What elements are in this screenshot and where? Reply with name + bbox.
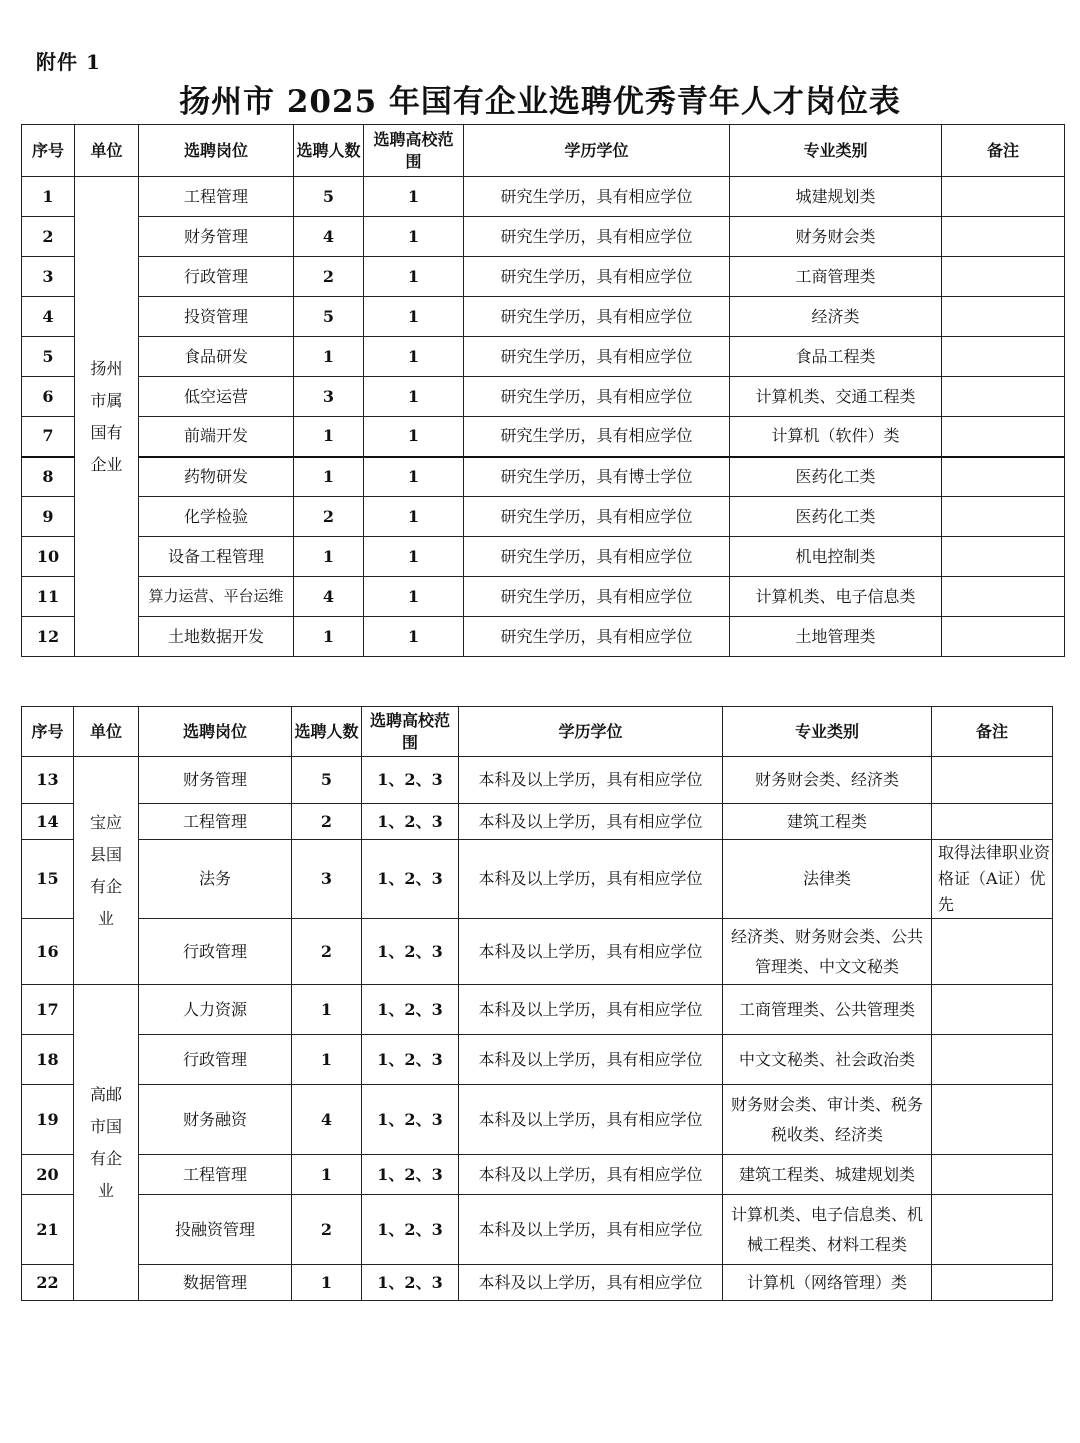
table-row [22, 257, 1065, 297]
row-education: 本科及以上学历，具有相应学位 [459, 985, 723, 1035]
row-major: 计算机类、电子信息类、机械工程类、材料工程类 [723, 1195, 932, 1265]
table-row [22, 1265, 1053, 1301]
row-scope: 1 [364, 617, 464, 657]
row-education: 研究生学历，具有相应学位 [464, 417, 730, 457]
row-count: 1 [292, 985, 362, 1035]
row-major: 土地管理类 [730, 617, 942, 657]
row-education: 本科及以上学历，具有相应学位 [459, 1265, 723, 1301]
header-school-scope: 选聘高校范围 [364, 125, 464, 177]
row-major: 计算机类、电子信息类 [730, 577, 942, 617]
row-remarks [942, 537, 1065, 577]
row-education: 研究生学历，具有相应学位 [464, 257, 730, 297]
row-position: 前端开发 [139, 417, 294, 457]
row-scope: 1 [364, 537, 464, 577]
header-position: 选聘岗位 [139, 707, 292, 757]
row-major: 城建规划类 [730, 177, 942, 217]
header-education: 学历学位 [459, 707, 723, 757]
row-scope: 1 [364, 417, 464, 457]
row-position: 食品研发 [139, 337, 294, 377]
row-seq: 14 [22, 804, 74, 840]
row-position: 投资管理 [139, 297, 294, 337]
row-remarks [942, 177, 1065, 217]
header-remarks: 备注 [942, 125, 1065, 177]
table-row [22, 757, 1053, 804]
row-remarks [942, 217, 1065, 257]
header-unit: 单位 [74, 707, 139, 757]
header-unit: 单位 [75, 125, 139, 177]
header-school-scope: 选聘高校范围 [362, 707, 459, 757]
row-major: 机电控制类 [730, 537, 942, 577]
row-major: 财务财会类、审计类、税务税收类、经济类 [723, 1085, 932, 1155]
row-remarks [942, 257, 1065, 297]
attachment-label: 附件 1 [36, 50, 101, 74]
row-scope: 1 [364, 377, 464, 417]
row-remarks [942, 457, 1065, 497]
row-seq: 20 [22, 1155, 74, 1195]
row-scope: 1 [364, 297, 464, 337]
row-scope: 1、2、3 [362, 804, 459, 840]
row-remarks [932, 1195, 1053, 1265]
row-position: 化学检验 [139, 497, 294, 537]
header-count: 选聘人数 [292, 707, 362, 757]
row-remarks [932, 985, 1053, 1035]
row-remarks [942, 417, 1065, 457]
row-education: 本科及以上学历，具有相应学位 [459, 757, 723, 804]
row-education: 本科及以上学历，具有相应学位 [459, 919, 723, 985]
row-remarks [932, 1035, 1053, 1085]
row-count: 5 [294, 297, 364, 337]
unit-cell-baoying [74, 757, 139, 985]
row-education: 本科及以上学历，具有相应学位 [459, 1155, 723, 1195]
table-row [22, 297, 1065, 337]
row-scope: 1、2、3 [362, 919, 459, 985]
row-education: 本科及以上学历，具有相应学位 [459, 1085, 723, 1155]
row-scope: 1、2、3 [362, 840, 459, 919]
row-position: 工程管理 [139, 177, 294, 217]
table-row [22, 457, 1065, 497]
row-major: 工商管理类、公共管理类 [723, 985, 932, 1035]
row-remarks [932, 1155, 1053, 1195]
row-scope: 1 [364, 257, 464, 297]
row-position: 行政管理 [139, 257, 294, 297]
row-scope: 1、2、3 [362, 1155, 459, 1195]
row-position: 人力资源 [139, 985, 292, 1035]
row-position: 算力运营、平台运维 [139, 577, 294, 617]
row-count: 1 [294, 417, 364, 457]
row-remarks [942, 297, 1065, 337]
row-count: 4 [294, 577, 364, 617]
row-remarks [932, 804, 1053, 840]
unit-cell [75, 177, 139, 657]
row-major: 医药化工类 [730, 457, 942, 497]
row-education: 本科及以上学历，具有相应学位 [459, 1035, 723, 1085]
row-count: 2 [292, 919, 362, 985]
header-remarks: 备注 [932, 707, 1053, 757]
row-remarks [942, 377, 1065, 417]
row-major: 财务财会类、经济类 [723, 757, 932, 804]
table-row [22, 377, 1065, 417]
header-education: 学历学位 [464, 125, 730, 177]
header-seq: 序号 [22, 707, 74, 757]
row-education: 研究生学历，具有博士学位 [464, 457, 730, 497]
row-scope: 1 [364, 177, 464, 217]
table-row [22, 985, 1053, 1035]
row-scope: 1、2、3 [362, 985, 459, 1035]
row-education: 本科及以上学历，具有相应学位 [459, 840, 723, 919]
row-seq: 4 [22, 297, 75, 337]
table-row [22, 1085, 1053, 1155]
row-position: 财务管理 [139, 217, 294, 257]
row-major: 经济类 [730, 297, 942, 337]
row-position: 设备工程管理 [139, 537, 294, 577]
row-major: 计算机类、交通工程类 [730, 377, 942, 417]
row-seq: 3 [22, 257, 75, 297]
table-row [22, 1035, 1053, 1085]
table-row [22, 1195, 1053, 1265]
row-education: 研究生学历，具有相应学位 [464, 577, 730, 617]
row-position: 投融资管理 [139, 1195, 292, 1265]
row-major: 食品工程类 [730, 337, 942, 377]
row-remarks [932, 757, 1053, 804]
row-count: 5 [292, 757, 362, 804]
row-education: 本科及以上学历，具有相应学位 [459, 1195, 723, 1265]
row-remarks [942, 617, 1065, 657]
unit-name: 宝应县国有企业 [89, 812, 122, 928]
table-row [22, 337, 1065, 377]
row-scope: 1、2、3 [362, 1085, 459, 1155]
row-position: 行政管理 [139, 1035, 292, 1085]
row-scope: 1、2、3 [362, 1195, 459, 1265]
row-seq: 12 [22, 617, 75, 657]
row-remarks [932, 919, 1053, 985]
row-seq: 16 [22, 919, 74, 985]
row-major: 法律类 [723, 840, 932, 919]
row-seq: 10 [22, 537, 75, 577]
row-remarks [942, 497, 1065, 537]
row-education: 研究生学历，具有相应学位 [464, 497, 730, 537]
row-seq: 19 [22, 1085, 74, 1155]
row-seq: 8 [22, 457, 75, 497]
table-row [22, 617, 1065, 657]
page-title: 扬州市 2025 年国有企业选聘优秀青年人才岗位表 [179, 84, 901, 120]
row-scope: 1 [364, 497, 464, 537]
row-count: 2 [292, 1195, 362, 1265]
unit-name: 高邮市国有企业 [89, 1084, 122, 1200]
table-header-row [22, 707, 1053, 757]
row-seq: 6 [22, 377, 75, 417]
row-count: 2 [292, 804, 362, 840]
table-row [22, 1155, 1053, 1195]
row-scope: 1 [364, 577, 464, 617]
row-count: 1 [292, 1155, 362, 1195]
row-remarks [932, 1265, 1053, 1301]
row-scope: 1、2、3 [362, 1035, 459, 1085]
row-major: 财务财会类 [730, 217, 942, 257]
table-row [22, 417, 1065, 457]
row-seq: 22 [22, 1265, 74, 1301]
row-seq: 7 [22, 417, 75, 457]
row-seq: 5 [22, 337, 75, 377]
row-major: 计算机（软件）类 [730, 417, 942, 457]
row-count: 1 [294, 457, 364, 497]
row-position: 财务融资 [139, 1085, 292, 1155]
positions-table-2 [21, 706, 1053, 1301]
row-position: 数据管理 [139, 1265, 292, 1301]
row-position: 土地数据开发 [139, 617, 294, 657]
row-remarks [942, 577, 1065, 617]
row-seq: 15 [22, 840, 74, 919]
header-count: 选聘人数 [294, 125, 364, 177]
row-remarks [942, 337, 1065, 377]
row-remarks [932, 1085, 1053, 1155]
row-count: 1 [294, 537, 364, 577]
row-count: 3 [294, 377, 364, 417]
row-remarks: 取得法律职业资格证（A证）优先 [932, 840, 1053, 919]
table-row [22, 497, 1065, 537]
positions-table-1 [21, 124, 1065, 657]
row-education: 研究生学历，具有相应学位 [464, 177, 730, 217]
row-position: 行政管理 [139, 919, 292, 985]
row-scope: 1、2、3 [362, 1265, 459, 1301]
row-major: 建筑工程类、城建规划类 [723, 1155, 932, 1195]
row-seq: 2 [22, 217, 75, 257]
row-education: 研究生学历，具有相应学位 [464, 537, 730, 577]
table-row [22, 217, 1065, 257]
row-count: 2 [294, 497, 364, 537]
row-major: 医药化工类 [730, 497, 942, 537]
header-major: 专业类别 [723, 707, 932, 757]
row-major: 建筑工程类 [723, 804, 932, 840]
row-position: 低空运营 [139, 377, 294, 417]
row-scope: 1、2、3 [362, 757, 459, 804]
row-position: 财务管理 [139, 757, 292, 804]
row-major: 经济类、财务财会类、公共管理类、中文文秘类 [723, 919, 932, 985]
table-row [22, 537, 1065, 577]
row-scope: 1 [364, 457, 464, 497]
row-position: 药物研发 [139, 457, 294, 497]
row-major: 工商管理类 [730, 257, 942, 297]
row-seq: 1 [22, 177, 75, 217]
row-scope: 1 [364, 217, 464, 257]
row-seq: 17 [22, 985, 74, 1035]
row-seq: 18 [22, 1035, 74, 1085]
row-position: 法务 [139, 840, 292, 919]
table-header-row [22, 125, 1065, 177]
row-major: 计算机（网络管理）类 [723, 1265, 932, 1301]
row-count: 2 [294, 257, 364, 297]
row-education: 研究生学历，具有相应学位 [464, 617, 730, 657]
header-position: 选聘岗位 [139, 125, 294, 177]
row-seq: 11 [22, 577, 75, 617]
table-row [22, 804, 1053, 840]
header-seq: 序号 [22, 125, 75, 177]
row-count: 4 [294, 217, 364, 257]
row-count: 3 [292, 840, 362, 919]
row-seq: 13 [22, 757, 74, 804]
row-count: 1 [294, 617, 364, 657]
unit-cell-gaoyou [74, 985, 139, 1301]
row-seq: 9 [22, 497, 75, 537]
row-education: 研究生学历，具有相应学位 [464, 377, 730, 417]
table-row [22, 840, 1053, 919]
row-position: 工程管理 [139, 1155, 292, 1195]
table-row [22, 919, 1053, 985]
header-major: 专业类别 [730, 125, 942, 177]
table-row [22, 177, 1065, 217]
row-seq: 21 [22, 1195, 74, 1265]
row-count: 1 [294, 337, 364, 377]
row-education: 研究生学历，具有相应学位 [464, 337, 730, 377]
row-count: 1 [292, 1265, 362, 1301]
row-scope: 1 [364, 337, 464, 377]
table-row [22, 577, 1065, 617]
row-education: 本科及以上学历，具有相应学位 [459, 804, 723, 840]
row-count: 1 [292, 1035, 362, 1085]
row-count: 4 [292, 1085, 362, 1155]
unit-name: 扬州市属国有企业 [90, 358, 123, 474]
row-major: 中文文秘类、社会政治类 [723, 1035, 932, 1085]
row-count: 5 [294, 177, 364, 217]
row-position: 工程管理 [139, 804, 292, 840]
row-education: 研究生学历，具有相应学位 [464, 217, 730, 257]
row-education: 研究生学历，具有相应学位 [464, 297, 730, 337]
